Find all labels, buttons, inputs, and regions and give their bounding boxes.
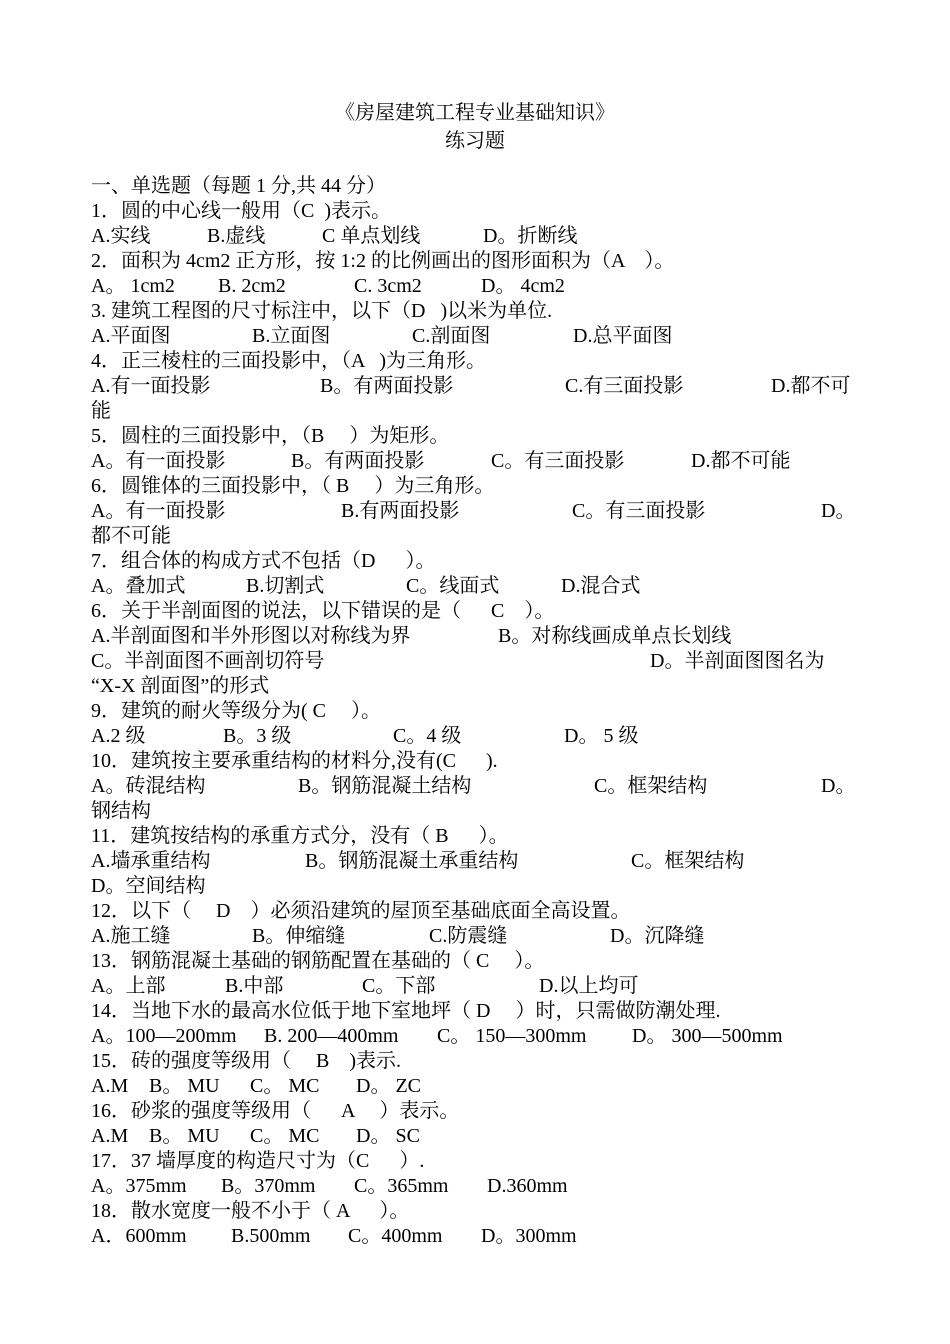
answer-option: C。框架结构: [631, 850, 745, 872]
answer-option: A。叠加式: [91, 575, 186, 597]
answer-option: A.平面图: [91, 325, 171, 347]
question-text: 12．以下（ D ）必须沿建筑的屋顶至基础底面全高设置。: [91, 900, 631, 922]
answer-option: C. 3cm2: [354, 275, 422, 297]
answer-option: D.都不可: [771, 375, 851, 397]
question-text: 7．组合体的构成方式不包括（D ）。: [91, 550, 436, 572]
question-text: 6．圆锥体的三面投影中，（ B ）为三角形。: [91, 475, 495, 497]
answer-option: D。 5 级: [564, 725, 639, 747]
question-text: 10．建筑按主要承重结构的材料分,没有(C ).: [91, 750, 498, 772]
answer-option: A.M: [91, 1125, 129, 1147]
answer-option: B.切割式: [246, 575, 325, 597]
answer-option: A。砖混结构: [91, 775, 206, 797]
answer-option: A.有一面投影: [91, 375, 211, 397]
answer-option: D.360mm: [487, 1175, 568, 1197]
document-title: 《房屋建筑工程专业基础知识》: [335, 102, 615, 124]
question-text: 3. 建筑工程图的尺寸标注中，以下（D )以米为单位.: [91, 300, 553, 322]
question-text: 18．散水宽度一般不小于（ A ）。: [91, 1200, 410, 1222]
answer-option: C。 150—300mm: [437, 1025, 587, 1047]
answer-option: C。 MC: [250, 1075, 320, 1097]
answer-option: B. 200—400mm: [264, 1025, 399, 1047]
answer-option: C.有三面投影: [565, 375, 684, 397]
answer-option: B.虚线: [207, 225, 266, 247]
answer-option-continued: D。空间结构: [91, 875, 206, 897]
answer-option: C。365mm: [354, 1175, 449, 1197]
answer-option-continued: 钢结构: [91, 800, 151, 822]
answer-option: B.立面图: [252, 325, 331, 347]
answer-option: A.施工缝: [91, 925, 171, 947]
question-text: 4．正三棱柱的三面投影中，（A )为三角形。: [91, 350, 486, 372]
answer-option: D.都不可能: [691, 450, 791, 472]
answer-option: B。有两面投影: [320, 375, 454, 397]
question-text: 15．砖的强度等级用（ B )表示.: [91, 1050, 401, 1072]
answer-option: C。线面式: [406, 575, 500, 597]
answer-option: B。伸缩缝: [252, 925, 346, 947]
answer-option: A。100—200mm: [91, 1025, 237, 1047]
answer-option: D。折断线: [483, 225, 578, 247]
answer-option: B。370mm: [221, 1175, 316, 1197]
section-heading: 一、单选题（每题 1 分,共 44 分）: [91, 175, 386, 197]
answer-option: B.500mm: [231, 1225, 311, 1247]
answer-option: C。4 级: [393, 725, 462, 747]
answer-option-continued: 能: [91, 400, 111, 422]
answer-option: B。钢筋混凝土结构: [298, 775, 472, 797]
answer-option: C。 MC: [250, 1125, 320, 1147]
answer-option: C.防震缝: [429, 925, 508, 947]
answer-option: A.半剖面图和半外形图以对称线为界: [91, 625, 411, 647]
answer-option-continued: 都不可能: [91, 525, 171, 547]
answer-option: C。半剖面图不画剖切符号: [91, 650, 325, 672]
answer-option: A。有一面投影: [91, 500, 226, 522]
answer-option: A．600mm: [91, 1225, 187, 1247]
question-text: 9．建筑的耐火等级分为( C ）。: [91, 700, 381, 722]
answer-option: D。300mm: [481, 1225, 577, 1247]
answer-option: C。框架结构: [594, 775, 708, 797]
answer-option: A.2 级: [91, 725, 146, 747]
answer-option: D。沉降缝: [610, 925, 705, 947]
answer-option: A。上部: [91, 975, 166, 997]
question-text: 11．建筑按结构的承重方式分，没有（ B ）。: [91, 825, 509, 847]
answer-option: D。 ZC: [356, 1075, 421, 1097]
answer-option: C 单点划线: [322, 225, 421, 247]
answer-option: C。有三面投影: [491, 450, 625, 472]
question-text: 14．当地下水的最高水位低于地下室地坪（ D ）时，只需做防潮处理.: [91, 1000, 721, 1022]
answer-option: A。 1cm2: [91, 275, 175, 297]
answer-option: C.剖面图: [412, 325, 491, 347]
answer-option-continued: “X-X 剖面图”的形式: [91, 675, 270, 697]
answer-option: B。有两面投影: [291, 450, 425, 472]
answer-option: D.以上均可: [539, 975, 639, 997]
answer-option: A。有一面投影: [91, 450, 226, 472]
answer-option: D。 4cm2: [481, 275, 565, 297]
answer-option: D。: [821, 775, 856, 797]
answer-option: D.混合式: [561, 575, 641, 597]
answer-option: B。 MU: [149, 1075, 220, 1097]
question-text: 6．关于半剖面图的说法，以下错误的是（ C ）。: [91, 600, 555, 622]
answer-option: A.实线: [91, 225, 151, 247]
question-text: 13．钢筋混凝土基础的钢筋配置在基础的（ C ）。: [91, 950, 545, 972]
question-text: 2．面积为 4cm2 正方形，按 1:2 的比例画出的图形面积为（A ）。: [91, 250, 675, 272]
answer-option: C。下部: [362, 975, 436, 997]
question-text: 1．圆的中心线一般用（C )表示。: [91, 200, 391, 222]
answer-option: B.有两面投影: [341, 500, 460, 522]
answer-option: D。 300—500mm: [632, 1025, 783, 1047]
answer-option: B。3 级: [223, 725, 292, 747]
answer-option: B。对称线画成单点长划线: [498, 625, 732, 647]
answer-option: A。375mm: [91, 1175, 187, 1197]
question-text: 5．圆柱的三面投影中，（B ）为矩形。: [91, 425, 450, 447]
answer-option: D。: [821, 500, 856, 522]
question-text: 16．砂浆的强度等级用（ A ）表示。: [91, 1100, 460, 1122]
answer-option: D。半剖面图图名为: [650, 650, 825, 672]
answer-option: B。钢筋混凝土承重结构: [305, 850, 519, 872]
question-text: 17．37 墙厚度的构造尺寸为（C ）.: [91, 1150, 425, 1172]
answer-option: D。 SC: [356, 1125, 420, 1147]
answer-option: A.M: [91, 1075, 129, 1097]
answer-option: C。400mm: [348, 1225, 443, 1247]
document-subtitle: 练习题: [445, 130, 505, 152]
answer-option: A.墙承重结构: [91, 850, 211, 872]
answer-option: B.中部: [225, 975, 284, 997]
answer-option: B. 2cm2: [218, 275, 286, 297]
answer-option: D.总平面图: [573, 325, 673, 347]
answer-option: B。 MU: [149, 1125, 220, 1147]
answer-option: C。有三面投影: [572, 500, 706, 522]
